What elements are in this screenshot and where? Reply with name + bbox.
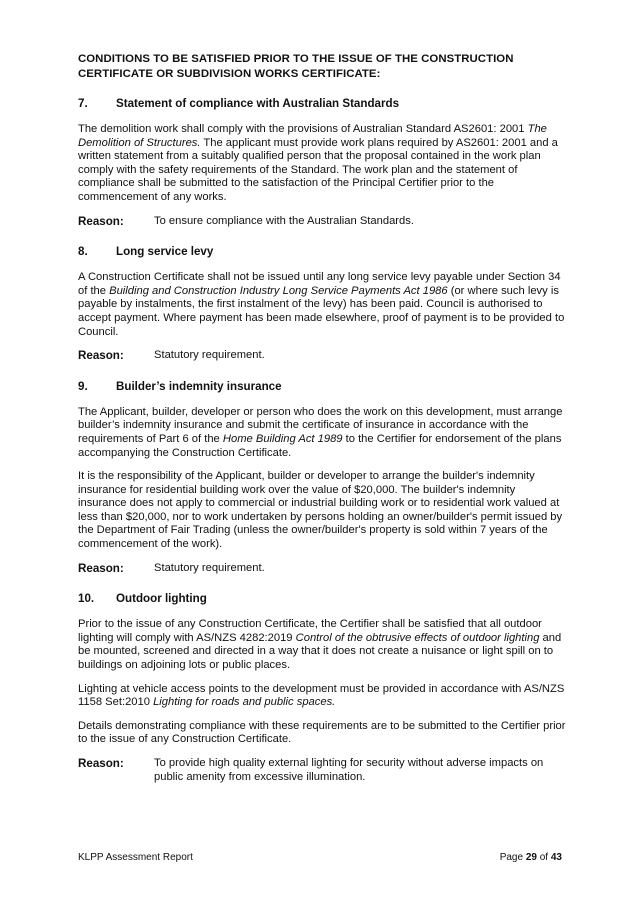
reason-label: Reason:	[78, 757, 124, 770]
section-paragraph	[78, 683, 566, 710]
page-current: 29	[525, 852, 537, 863]
paragraph-italic-text: Building and Construction Industry Long Service Payments Act 1986	[109, 284, 448, 297]
reason-row	[78, 757, 566, 784]
condition-section-9	[78, 379, 566, 576]
reason-text: To ensure compliance with the Australian Standards.	[154, 214, 414, 227]
section-heading	[78, 591, 566, 606]
section-number: 9.	[78, 379, 88, 393]
footer-page-number	[500, 852, 562, 863]
page-heading: CONDITIONS TO BE SATISFIED PRIOR TO THE ISSUE OF THE CONSTRUCTION CERTIFICATE OR SUBDIVISION WORKS CERTIFICATE:	[78, 53, 514, 80]
section-title: Statement of compliance with Australian Standards	[116, 97, 400, 110]
paragraph-text: The demolition work shall comply with the provisions of Australian Standard AS2601: 2001	[78, 123, 528, 135]
condition-section-8	[78, 244, 566, 363]
page-of: of	[536, 852, 551, 863]
paragraph-text: The Applicant, builder, developer or person who does the work on this development, must arrange builder’s indemnity insurance and submit the certificate of insurance in accordance with the requirements of Part 6 of the	[78, 405, 563, 445]
reason-row	[78, 349, 566, 363]
reason-label: Reason:	[78, 214, 124, 228]
section-paragraph	[78, 618, 566, 672]
paragraph-text: and be mounted, screened and directed in a way that it does not create a nuisance or light spill on to buildings on adjoining lots or public places.	[78, 631, 562, 672]
reason-row	[78, 562, 566, 576]
paragraph-text: (or where such levy is payable by instalments, the first instalment of the levy) has been paid. Council is authorised to accept payment. Where payment has been made elsewhere, proof of payment is to be provided to Council.	[78, 284, 565, 338]
reason-text: To provide high quality external lighting for security without adverse impacts on public amenity from excessive illumination.	[154, 757, 544, 783]
page-prefix: Page	[499, 852, 526, 863]
paragraph-italic-text: Lighting for roads and public spaces.	[153, 696, 336, 709]
section-paragraph	[78, 406, 566, 460]
paragraph-italic-text: The Demolition of Structures.	[78, 123, 547, 149]
section-number: 10.	[78, 592, 95, 606]
paragraph-text: The applicant must provide work plans required by AS2601: 2001 and a written statement from a suitably qualified person that the proposal contained in the work plan comply with the safety requirements of the Standard. The work plan and the statement of compliance shall be submitted to the satisfaction of the Principal Certifier prior to the commencement of any works.	[78, 136, 558, 203]
section-heading	[78, 244, 566, 259]
section-heading	[78, 96, 566, 111]
section-title: Long service levy	[116, 245, 214, 259]
paragraph-text: A Construction Certificate shall not be issued until any long service levy payable under Section 34 of the	[78, 271, 561, 297]
footer-report-name: KLPP Assessment Report	[78, 852, 193, 863]
section-paragraph	[78, 123, 566, 205]
paragraph-italic-text: Control of the obtrusive effects of outdoor lighting	[295, 631, 540, 644]
paragraph-italic-text: Home Building Act 1989	[222, 432, 343, 445]
page-total: 43	[550, 852, 562, 863]
reason-text: Statutory requirement.	[154, 561, 265, 574]
section-number: 8.	[78, 245, 88, 259]
section-title: Builder’s indemnity insurance	[116, 379, 282, 393]
section-number: 7.	[78, 97, 88, 110]
section-paragraph: It is the responsibility of the Applicant, builder or developer to arrange the builder's indemnity insurance for residential building work over the value of $20,000. The builder's indemnity insurance does not apply to commercial or industrial building work or to residential work valued at less than $20,000, nor to work undertaken by persons holding an owner/builder's permit issued by the Department of Fair Trading (unless the owner/builder's property is sold within 7 years of the commencement of the work).	[78, 470, 563, 551]
section-heading	[78, 379, 566, 394]
reason-text: Statutory requirement.	[154, 349, 265, 362]
paragraph-text: Lighting at vehicle access points to the development must be provided in accordance with AS/NZS 1158 Set:2010	[78, 682, 565, 709]
condition-section-7	[78, 96, 566, 228]
condition-section-10	[78, 591, 566, 784]
section-title: Outdoor lighting	[116, 592, 207, 606]
paragraph-text: Prior to the issue of any Construction Certificate, the Certifier shall be satisfied that all outdoor lighting will comply with AS/NZS 4282:2019	[78, 618, 542, 644]
reason-row	[78, 215, 566, 229]
section-paragraph: Details demonstrating compliance with these requirements are to be submitted to the Certifier prior to the issue of any Construction Certificate.	[78, 719, 566, 746]
section-paragraph	[78, 271, 566, 339]
document-page	[78, 52, 566, 800]
paragraph-text: to the Certifier for endorsement of the plans accompanying the Construction Certificate.	[78, 432, 562, 459]
reason-label: Reason:	[78, 561, 124, 575]
reason-label: Reason:	[78, 349, 124, 363]
